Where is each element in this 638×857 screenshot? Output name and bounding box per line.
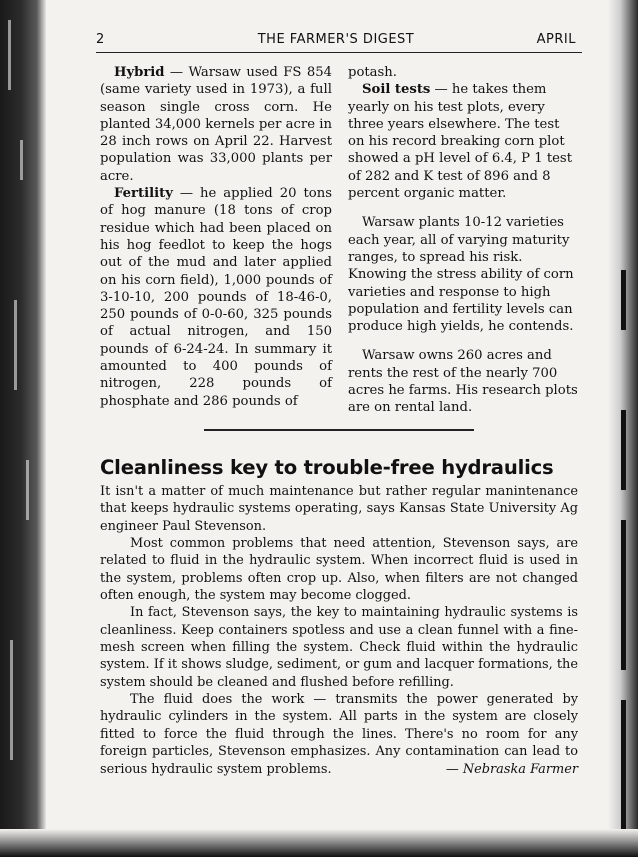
fertility-paragraph	[100, 185, 332, 410]
soil-tests-paragraph	[348, 81, 580, 202]
article-paragraph-3: In fact, Stevenson says, the key to maintaining hydraulic systems is cleanliness. Keep containers spotless and use a clean funnel with a fine-mesh screen when filling the system. Check fluid within the hydraulic system. If it shows sludge, sediment, or gum and lacquer formations, the system should be cleaned and flushed before refilling.	[100, 605, 578, 690]
varieties-paragraph: Warsaw plants 10-12 varieties each year, all of varying maturity ranges, to spread his risk. Knowing the stress ability of corn varieties and response to high population and fertility levels can produce high yields, he contends.	[348, 215, 574, 335]
potash-continuation: potash.	[348, 65, 397, 80]
fertility-text: — he applied 20 tons of hog manure (18 tons of crop residue which had been placed on his hog feedlot to keep the hogs out of the mud and later applied on his corn field), 1,000 pounds of 3-10-10, 200 pounds of 18-46-0, 250 pounds of 0-0-60, 325 pounds of actual nitrogen, and 150 pounds of 6-24-24. In summary it amounted to 400 pounds of nitrogen, 228 pounds of phosphate and 286 pounds of	[100, 186, 332, 409]
soil-tests-lead: Soil tests	[362, 82, 431, 98]
article-paragraph-4-text: The fluid does the work — transmits the power generated by hydraulic cylinders in the system. All parts in the system are closely fitted to force the fluid through the lines. There's no room for any foreign particles, Stevenson emphasizes. Any contamination can lead to serious hydraulic system problems.	[100, 692, 578, 777]
hydraulics-article	[100, 483, 578, 778]
article-paragraph-4	[100, 691, 578, 778]
journal-title: THE FARMER'S DIGEST	[257, 32, 415, 47]
article-paragraph-1: It isn't a matter of much maintenance but rather regular manintenance that keeps hydraulic systems operating, says Kansas State University Ag engineer Paul Stevenson.	[100, 484, 578, 534]
header-rule	[96, 52, 582, 53]
fertility-lead: Fertility	[114, 186, 173, 202]
hybrid-text: — Warsaw used FS 854 (same variety used in 1973), a full season single cross corn. He planted 34,000 kernels per acre in 28 inch rows on April 22. Harvest population was 33,000 plants per acre.	[100, 65, 332, 184]
acreage-paragraph: Warsaw owns 260 acres and rents the rest of the nearly 700 acres he farms. His research plots are on rental land.	[348, 348, 578, 416]
scan-left-edge	[0, 0, 46, 857]
section-divider	[204, 429, 474, 431]
right-column	[348, 64, 580, 417]
article-headline: Cleanliness key to trouble-free hydraulics	[100, 456, 554, 479]
issue-month: APRIL	[536, 32, 576, 47]
scan-right-edge	[608, 0, 638, 857]
page-number: 2	[96, 32, 105, 47]
scan-bottom-edge	[0, 829, 638, 857]
hybrid-paragraph	[100, 64, 332, 185]
source-credit: — Nebraska Farmer	[445, 761, 578, 777]
running-header	[96, 32, 576, 50]
article-paragraph-2: Most common problems that need attention, Stevenson says, are related to fluid in the hydraulic system. When incorrect fluid is used in the system, problems often crop up. Also, when filters are not changed often enough, the system may become clogged.	[100, 536, 578, 604]
hybrid-lead: Hybrid	[114, 65, 165, 80]
left-column	[100, 64, 332, 410]
soil-tests-text: — he takes them yearly on his test plots, every three years elsewhere. The test on his record breaking corn plot showed a pH level of 6.4, P 1 test of 282 and K test of 896 and 8 percent organic matter.	[348, 82, 572, 202]
